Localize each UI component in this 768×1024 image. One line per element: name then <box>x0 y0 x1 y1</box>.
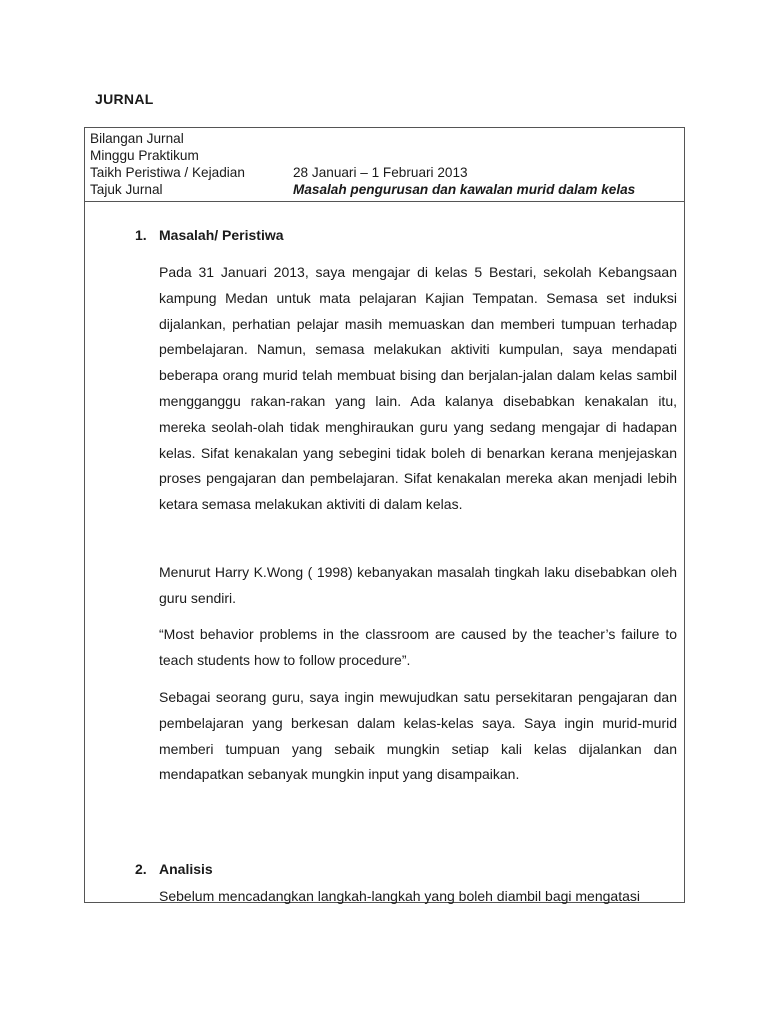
paragraph: Sebagai seorang guru, saya ingin mewujudkan satu persekitaran pengajaran dan pembelajaran yang berkesan dalam kelas-kelas saya. Saya ingin murid-murid memberi tumpuan yang sebaik mungkin setiap kali kelas dijalankan dan mendapatkan sebanyak mungkin input yang disampaikan. <box>159 689 677 783</box>
quote-paragraph: “Most behavior problems in the classroom are caused by the teacher’s failure to teach students how to follow procedure”. <box>159 626 677 668</box>
journal-meta-table <box>85 128 684 202</box>
section-number: 1. <box>135 227 147 243</box>
journal-frame <box>84 127 685 903</box>
paragraph: Sebelum mencadangkan langkah-langkah yang boleh diambil bagi mengatasi <box>159 888 640 904</box>
document-title: JURNAL <box>95 91 154 107</box>
meta-label: Taikh Peristiwa / Kejadian <box>90 165 245 180</box>
meta-value-title: Masalah pengurusan dan kawalan murid dalam kelas <box>293 182 636 197</box>
section-number: 2. <box>135 861 147 877</box>
paragraph: Menurut Harry K.Wong ( 1998) kebanyakan masalah tingkah laku disebabkan oleh guru sendiri. <box>159 564 677 606</box>
paragraph: Pada 31 Januari 2013, saya mengajar di kelas 5 Bestari, sekolah Kebangsaan kampung Medan untuk mata pelajaran Kajian Tempatan. Semasa set induksi dijalankan, perhatian pelajar masih memuaskan dan memberi tumpuan terhadap pembelajaran. Namun, semasa melakukan aktiviti kumpulan, saya mendapati beberapa orang murid telah membuat bising dan berjalan-jalan dalam kelas sambil mengganggu rakan-rakan yang lain. Ada kalanya disebabkan kenakalan itu, mereka seolah-olah tidak menghiraukan guru yang sedang mengajar di hadapan kelas. Sifat kenakalan yang sebegini tidak boleh di benarkan kerana menjejaskan proses pengajaran dan pembelajaran. Sifat kenakalan mereka akan menjadi lebih ketara semasa melakukan aktiviti di dalam kelas. <box>159 264 677 513</box>
meta-label: Minggu Praktikum <box>90 148 199 163</box>
meta-label: Tajuk Jurnal <box>90 182 163 197</box>
section-title: Masalah/ Peristiwa <box>159 227 284 243</box>
meta-label: Bilangan Jurnal <box>90 131 184 146</box>
meta-value: 28 Januari – 1 Februari 2013 <box>293 165 468 180</box>
section-title: Analisis <box>159 861 213 877</box>
